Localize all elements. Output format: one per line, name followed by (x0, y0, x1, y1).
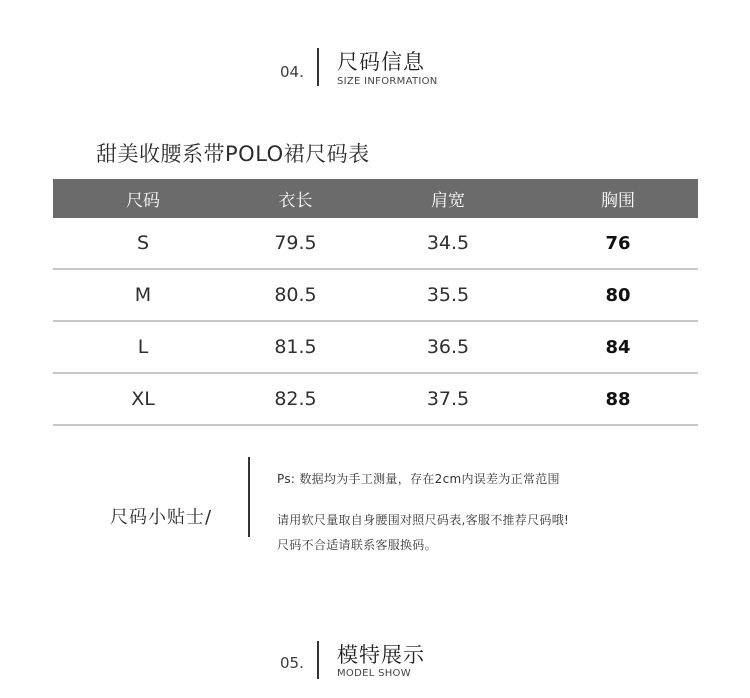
section-subtitle: SIZE INFORMATION (337, 76, 438, 87)
cell-bust: 84 (538, 321, 698, 373)
header-shoulder: 肩宽 (358, 179, 538, 218)
header-length: 衣长 (233, 179, 358, 218)
section-divider (317, 48, 319, 86)
cell-shoulder: 36.5 (358, 321, 538, 373)
table-row (53, 373, 698, 425)
size-table-title: 甜美收腰系带POLO裙尺码表 (96, 142, 370, 166)
cell-shoulder: 35.5 (358, 269, 538, 321)
table-row (53, 321, 698, 373)
tips-divider (248, 457, 250, 537)
cell-shoulder: 34.5 (358, 218, 538, 269)
header-size: 尺码 (53, 179, 233, 218)
cell-size: XL (53, 373, 233, 425)
section-subtitle: MODEL SHOW (337, 668, 411, 679)
section-number: 05. (280, 654, 304, 672)
tip-line: 请用软尺量取自身腰围对照尺码表,客服不推荐尺码哦! (277, 513, 570, 527)
cell-size: M (53, 269, 233, 321)
table-row (53, 269, 698, 321)
cell-bust: 76 (538, 218, 698, 269)
cell-shoulder: 37.5 (358, 373, 538, 425)
size-tips-label: 尺码小贴士/ (110, 507, 213, 528)
size-table-header-row (53, 179, 698, 218)
section-header-model-show (0, 638, 750, 698)
cell-length: 80.5 (233, 269, 358, 321)
section-divider (317, 641, 319, 679)
section-title: 尺码信息 (337, 50, 425, 74)
cell-length: 82.5 (233, 373, 358, 425)
tip-line: 尺码不合适请联系客服换码。 (277, 538, 437, 552)
size-table (53, 179, 698, 426)
cell-bust: 88 (538, 373, 698, 425)
cell-size: S (53, 218, 233, 269)
cell-length: 81.5 (233, 321, 358, 373)
section-header-size-info (0, 45, 750, 105)
section-number: 04. (280, 63, 304, 81)
cell-length: 79.5 (233, 218, 358, 269)
header-bust: 胸围 (538, 179, 698, 218)
table-row (53, 218, 698, 269)
cell-bust: 80 (538, 269, 698, 321)
tip-line: Ps: 数据均为手工测量，存在2cm内误差为正常范围 (277, 472, 560, 486)
cell-size: L (53, 321, 233, 373)
section-title: 模特展示 (337, 643, 425, 667)
